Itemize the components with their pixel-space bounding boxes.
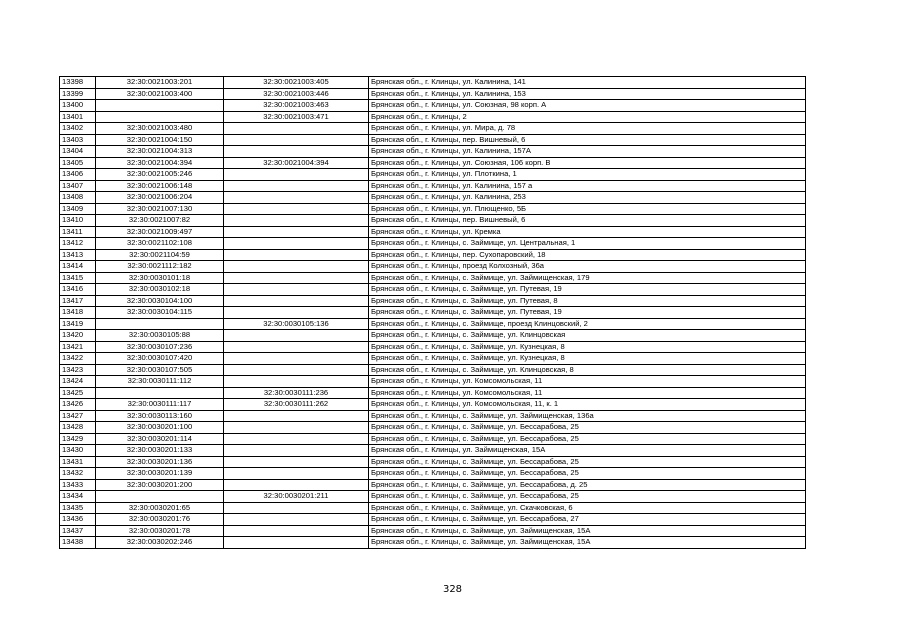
table-row [60,399,806,411]
row-number-cell: 13419 [60,318,96,330]
address-cell: Брянская обл., г. Клинцы, с. Займище, ул. Центральная, 1 [369,238,806,250]
address-cell: Брянская обл., г. Клинцы, ул. Калинина, 153 [369,88,806,100]
address-cell: Брянская обл., г. Клинцы, ул. Калинина, 157А [369,146,806,158]
registry-table-body [60,77,806,549]
row-number-cell: 13436 [60,514,96,526]
cadastral-number-cell: 32:30:0030111:117 [96,399,224,411]
cadastral-number-2-cell: 32:30:0021003:405 [224,77,369,89]
table-row [60,226,806,238]
table-row [60,525,806,537]
cadastral-number-2-cell [224,525,369,537]
page-number: 328 [442,584,463,595]
table-row [60,134,806,146]
address-cell: Брянская обл., г. Клинцы, с. Займище, ул. Путевая, 19 [369,307,806,319]
table-row [60,376,806,388]
address-cell: Брянская обл., г. Клинцы, ул. Займищенская, 15А [369,445,806,457]
row-number-cell: 13421 [60,341,96,353]
table-row [60,341,806,353]
address-cell: Брянская обл., г. Клинцы, с. Займище, ул. Бессарабова, 27 [369,514,806,526]
cadastral-number-2-cell: 32:30:0030201:211 [224,491,369,503]
cadastral-number-cell: 32:30:0021004:394 [96,157,224,169]
table-row [60,111,806,123]
row-number-cell: 13434 [60,491,96,503]
address-cell: Брянская обл., г. Клинцы, ул. Комсомольская, 11 [369,376,806,388]
table-row [60,514,806,526]
row-number-cell: 13425 [60,387,96,399]
cadastral-number-cell: 32:30:0030101:18 [96,272,224,284]
row-number-cell: 13415 [60,272,96,284]
address-cell: Брянская обл., г. Клинцы, ул. Комсомольская, 11, к. 1 [369,399,806,411]
cadastral-number-2-cell [224,226,369,238]
cadastral-number-2-cell [224,272,369,284]
address-cell: Брянская обл., г. Клинцы, с. Займище, ул. Бессарабова, 25 [369,491,806,503]
row-number-cell: 13428 [60,422,96,434]
table-row [60,180,806,192]
table-row [60,330,806,342]
table-row [60,491,806,503]
table-row [60,318,806,330]
address-cell: Брянская обл., г. Клинцы, пер. Вишневый, 6 [369,134,806,146]
cadastral-number-2-cell [224,203,369,215]
cadastral-number-cell [96,100,224,112]
cadastral-number-2-cell [224,468,369,480]
cadastral-number-cell: 32:30:0021003:201 [96,77,224,89]
cadastral-number-2-cell [224,295,369,307]
address-cell: Брянская обл., г. Клинцы, с. Займище, ул. Бессарабова, 25 [369,456,806,468]
address-cell: Брянская обл., г. Клинцы, ул. Кремка [369,226,806,238]
row-number-cell: 13416 [60,284,96,296]
row-number-cell: 13398 [60,77,96,89]
table-row [60,433,806,445]
cadastral-number-cell: 32:30:0030102:18 [96,284,224,296]
cadastral-number-cell: 32:30:0030201:133 [96,445,224,457]
cadastral-number-cell: 32:30:0030104:115 [96,307,224,319]
cadastral-number-cell: 32:30:0030201:136 [96,456,224,468]
cadastral-number-2-cell [224,215,369,227]
table-row [60,387,806,399]
cadastral-number-2-cell [224,410,369,422]
cadastral-number-2-cell [224,341,369,353]
cadastral-number-cell: 32:30:0021004:313 [96,146,224,158]
row-number-cell: 13435 [60,502,96,514]
address-cell: Брянская обл., г. Клинцы, ул. Плоткина, 1 [369,169,806,181]
cadastral-number-2-cell [224,169,369,181]
cadastral-number-cell: 32:30:0030201:114 [96,433,224,445]
cadastral-number-2-cell: 32:30:0030105:136 [224,318,369,330]
row-number-cell: 13404 [60,146,96,158]
row-number-cell: 13412 [60,238,96,250]
row-number-cell: 13411 [60,226,96,238]
cadastral-number-cell: 32:30:0030201:78 [96,525,224,537]
row-number-cell: 13400 [60,100,96,112]
cadastral-number-cell: 32:30:0021003:480 [96,123,224,135]
row-number-cell: 13402 [60,123,96,135]
address-cell: Брянская обл., г. Клинцы, с. Займище, проезд Клинцовский, 2 [369,318,806,330]
address-cell: Брянская обл., г. Клинцы, ул. Калинина, 157 а [369,180,806,192]
cadastral-number-2-cell [224,376,369,388]
address-cell: Брянская обл., г. Клинцы, ул. Комсомольская, 11 [369,387,806,399]
address-cell: Брянская обл., г. Клинцы, ул. Союзная, 106 корп. В [369,157,806,169]
table-row [60,468,806,480]
cadastral-number-2-cell [224,249,369,261]
table-row [60,307,806,319]
address-cell: Брянская обл., г. Клинцы, с. Займище, ул. Кузнецкая, 8 [369,353,806,365]
cadastral-number-2-cell: 32:30:0030111:236 [224,387,369,399]
cadastral-number-cell [96,111,224,123]
row-number-cell: 13423 [60,364,96,376]
cadastral-number-cell: 32:30:0030107:236 [96,341,224,353]
cadastral-number-cell: 32:30:0021003:400 [96,88,224,100]
row-number-cell: 13433 [60,479,96,491]
address-cell: Брянская обл., г. Клинцы, с. Займище, ул. Бессарабова, 25 [369,468,806,480]
cadastral-number-2-cell [224,445,369,457]
cadastral-number-cell: 32:30:0030107:505 [96,364,224,376]
address-cell: Брянская обл., г. Клинцы, ул. Плющенко, 5Б [369,203,806,215]
cadastral-number-2-cell [224,123,369,135]
table-row [60,502,806,514]
address-cell: Брянская обл., г. Клинцы, с. Займище, ул. Путевая, 8 [369,295,806,307]
cadastral-number-cell: 32:30:0021006:148 [96,180,224,192]
cadastral-number-cell: 32:30:0030107:420 [96,353,224,365]
row-number-cell: 13409 [60,203,96,215]
cadastral-number-cell: 32:30:0021007:82 [96,215,224,227]
row-number-cell: 13437 [60,525,96,537]
cadastral-number-2-cell [224,238,369,250]
table-row [60,192,806,204]
address-cell: Брянская обл., г. Клинцы, 2 [369,111,806,123]
table-row [60,410,806,422]
cadastral-number-2-cell [224,134,369,146]
cadastral-number-2-cell [224,192,369,204]
cadastral-number-2-cell [224,353,369,365]
table-row [60,88,806,100]
address-cell: Брянская обл., г. Клинцы, с. Займище, ул. Клинцовская [369,330,806,342]
address-cell: Брянская обл., г. Клинцы, ул. Мира, д. 78 [369,123,806,135]
table-row [60,353,806,365]
address-cell: Брянская обл., г. Клинцы, с. Займище, ул. Бессарабова, 25 [369,433,806,445]
cadastral-number-cell: 32:30:0030201:139 [96,468,224,480]
cadastral-number-cell: 32:30:0021009:497 [96,226,224,238]
row-number-cell: 13408 [60,192,96,204]
row-number-cell: 13432 [60,468,96,480]
table-row [60,537,806,549]
table-row [60,146,806,158]
address-cell: Брянская обл., г. Клинцы, проезд Колхозный, 36а [369,261,806,273]
cadastral-number-cell: 32:30:0030202:246 [96,537,224,549]
cadastral-number-2-cell [224,479,369,491]
row-number-cell: 13401 [60,111,96,123]
cadastral-number-cell: 32:30:0030104:100 [96,295,224,307]
cadastral-number-cell: 32:30:0030201:65 [96,502,224,514]
cadastral-number-2-cell [224,180,369,192]
table-row [60,100,806,112]
cadastral-number-cell [96,318,224,330]
row-number-cell: 13399 [60,88,96,100]
row-number-cell: 13426 [60,399,96,411]
cadastral-number-2-cell [224,433,369,445]
cadastral-number-cell: 32:30:0030105:88 [96,330,224,342]
row-number-cell: 13406 [60,169,96,181]
address-cell: Брянская обл., г. Клинцы, с. Займище, ул. Займищенская, 136а [369,410,806,422]
cadastral-number-2-cell [224,307,369,319]
address-cell: Брянская обл., г. Клинцы, пер. Вишневый, 6 [369,215,806,227]
table-row [60,249,806,261]
table-row [60,169,806,181]
address-cell: Брянская обл., г. Клинцы, ул. Союзная, 98 корп. А [369,100,806,112]
cadastral-number-2-cell [224,364,369,376]
cadastral-number-2-cell [224,514,369,526]
row-number-cell: 13405 [60,157,96,169]
cadastral-number-cell: 32:30:0021104:59 [96,249,224,261]
cadastral-number-2-cell: 32:30:0030111:262 [224,399,369,411]
row-number-cell: 13431 [60,456,96,468]
address-cell: Брянская обл., г. Клинцы, с. Займище, ул. Бессарабова, д. 25 [369,479,806,491]
address-cell: Брянская обл., г. Клинцы, с. Займище, ул. Бессарабова, 25 [369,422,806,434]
table-row [60,295,806,307]
cadastral-number-cell: 32:30:0030113:160 [96,410,224,422]
table-row [60,203,806,215]
cadastral-number-cell: 32:30:0021102:108 [96,238,224,250]
address-cell: Брянская обл., г. Клинцы, с. Займище, ул. Клинцовская, 8 [369,364,806,376]
cadastral-number-cell: 32:30:0030111:112 [96,376,224,388]
table-row [60,284,806,296]
table-row [60,456,806,468]
row-number-cell: 13422 [60,353,96,365]
row-number-cell: 13430 [60,445,96,457]
row-number-cell: 13420 [60,330,96,342]
table-row [60,364,806,376]
table-row [60,272,806,284]
cadastral-number-cell: 32:30:0021004:150 [96,134,224,146]
table-row [60,422,806,434]
address-cell: Брянская обл., г. Клинцы, с. Займище, ул. Займищенская, 179 [369,272,806,284]
row-number-cell: 13429 [60,433,96,445]
row-number-cell: 13413 [60,249,96,261]
table-row [60,238,806,250]
table-row [60,77,806,89]
address-cell: Брянская обл., г. Клинцы, с. Займище, ул. Займищенская, 15А [369,525,806,537]
cadastral-number-cell: 32:30:0021005:246 [96,169,224,181]
address-cell: Брянская обл., г. Клинцы, с. Займище, ул. Скачковская, 6 [369,502,806,514]
cadastral-number-2-cell [224,502,369,514]
cadastral-number-cell: 32:30:0021007:130 [96,203,224,215]
cadastral-number-2-cell [224,284,369,296]
row-number-cell: 13403 [60,134,96,146]
cadastral-number-cell [96,491,224,503]
cadastral-number-2-cell: 32:30:0021003:446 [224,88,369,100]
cadastral-number-2-cell [224,330,369,342]
cadastral-number-2-cell: 32:30:0021003:471 [224,111,369,123]
cadastral-number-cell: 32:30:0030201:200 [96,479,224,491]
row-number-cell: 13417 [60,295,96,307]
table-row [60,445,806,457]
address-cell: Брянская обл., г. Клинцы, ул. Калинина, 141 [369,77,806,89]
row-number-cell: 13407 [60,180,96,192]
address-cell: Брянская обл., г. Клинцы, ул. Калинина, 253 [369,192,806,204]
cadastral-number-2-cell [224,537,369,549]
cadastral-number-cell: 32:30:0030201:100 [96,422,224,434]
cadastral-number-2-cell: 32:30:0021003:463 [224,100,369,112]
table-row [60,123,806,135]
row-number-cell: 13418 [60,307,96,319]
cadastral-number-2-cell [224,146,369,158]
table-row [60,479,806,491]
row-number-cell: 13410 [60,215,96,227]
cadastral-number-2-cell [224,422,369,434]
row-number-cell: 13414 [60,261,96,273]
row-number-cell: 13438 [60,537,96,549]
address-cell: Брянская обл., г. Клинцы, с. Займище, ул. Займищенская, 15А [369,537,806,549]
property-registry-table [59,76,806,549]
cadastral-number-cell: 32:30:0030201:76 [96,514,224,526]
address-cell: Брянская обл., г. Клинцы, пер. Сухопаровский, 18 [369,249,806,261]
cadastral-number-cell: 32:30:0021112:182 [96,261,224,273]
cadastral-number-cell [96,387,224,399]
address-cell: Брянская обл., г. Клинцы, с. Займище, ул. Кузнецкая, 8 [369,341,806,353]
cadastral-number-2-cell [224,261,369,273]
cadastral-number-cell: 32:30:0021006:204 [96,192,224,204]
address-cell: Брянская обл., г. Клинцы, с. Займище, ул. Путевая, 19 [369,284,806,296]
cadastral-number-2-cell [224,456,369,468]
table-row [60,215,806,227]
table-row [60,261,806,273]
row-number-cell: 13424 [60,376,96,388]
row-number-cell: 13427 [60,410,96,422]
cadastral-number-2-cell: 32:30:0021004:394 [224,157,369,169]
table-row [60,157,806,169]
